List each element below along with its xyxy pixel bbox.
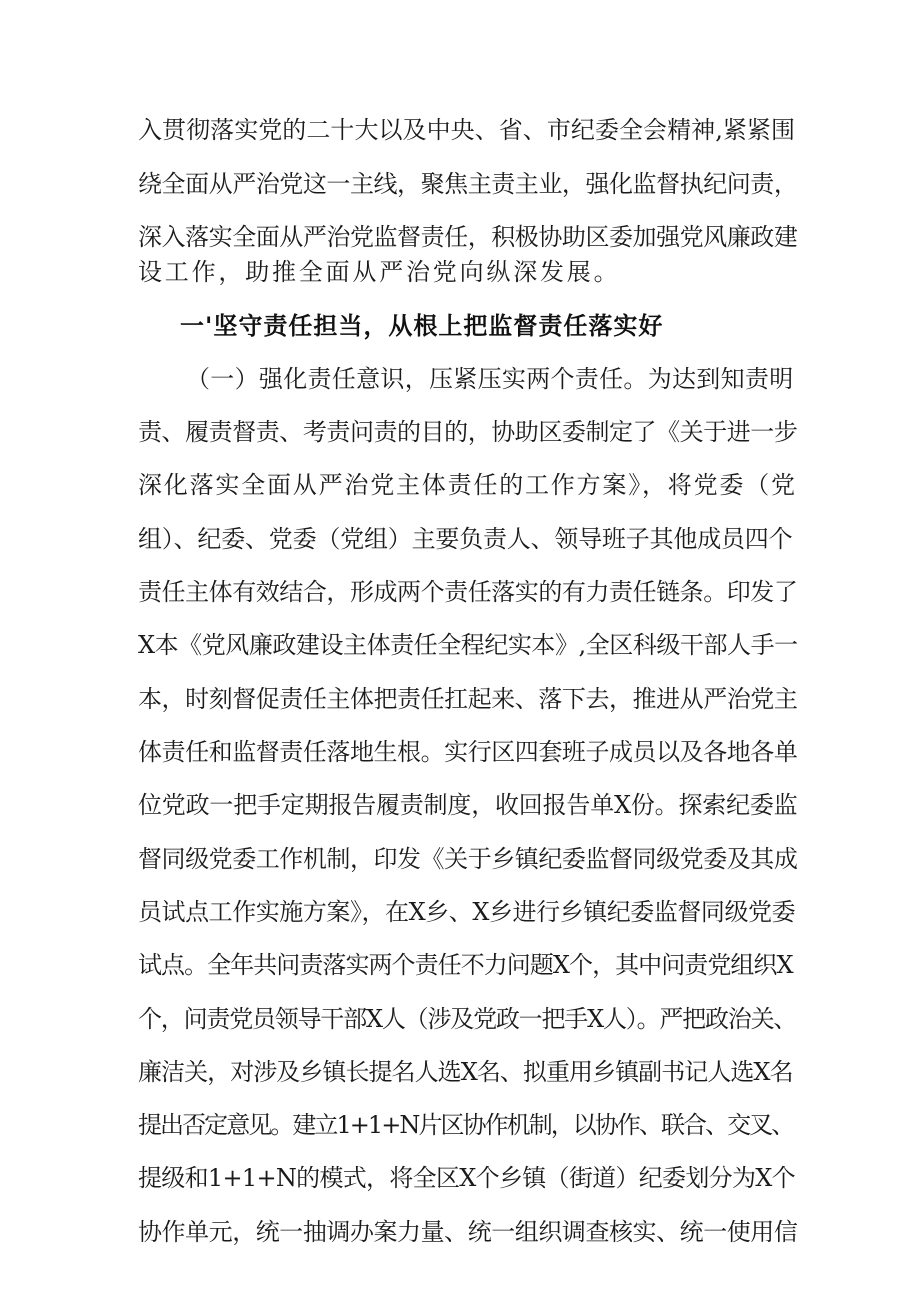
paragraph-line: 入贯彻落实党的二十大以及中央、省、市纪委全会精神,紧紧围 bbox=[138, 116, 796, 144]
paragraph-line: 设工作，助推全面从严治党向纵深发展。 bbox=[138, 258, 621, 286]
paragraph-line: 试点。全年共问责落实两个责任不力问题X个，其中问责党组织X bbox=[138, 951, 793, 979]
paragraph-line: （一）强化责任意识，压紧压实两个责任。为达到知责明 bbox=[186, 365, 794, 393]
paragraph-line: 本，时刻督促责任主体把责任扛起来、落下去，推进从严治党主 bbox=[138, 685, 798, 713]
paragraph-line: 组）、纪委、党委（党组）主要负责人、领导班子其他成员四个 bbox=[138, 525, 793, 553]
paragraph-line: 员试点工作实施方案》，在X乡、X乡进行乡镇纪委监督同级党委 bbox=[138, 898, 796, 926]
section-heading: 一'坚守责任担当，从根上把监督责任落实好 bbox=[180, 312, 664, 340]
paragraph-line: 深入落实全面从严治党监督责任，积极协助区委加强党风廉政建 bbox=[138, 223, 798, 251]
paragraph-line: 绕全面从严治党这一主线，聚焦主责主业，强化监督执纪问责， bbox=[138, 170, 798, 198]
paragraph-line: 个，问责党员领导干部X人（涉及党政一把手X人）。严把政治关、 bbox=[138, 1005, 797, 1033]
paragraph-line: X本《党风廉政建设主体责任全程纪实本》,全区科级干部人手一 bbox=[138, 631, 798, 659]
paragraph-line: 提级和1+1+N的模式，将全区X个乡镇（街道）纪委划分为X个 bbox=[138, 1164, 795, 1192]
paragraph-line: 体责任和监督责任落地生根。实行区四套班子成员以及各地各单 bbox=[138, 738, 798, 766]
paragraph-line: 廉洁关，对涉及乡镇长提名人选X名、拟重用乡镇副书记人选X名 bbox=[138, 1058, 793, 1086]
paragraph-line: 责、履责督责、考责问责的目的，协助区委制定了《关于进一步 bbox=[138, 418, 798, 446]
paragraph-line: 协作单元，统一抽调办案力量、统一组织调查核实、统一使用信 bbox=[138, 1218, 798, 1246]
paragraph-line: 督同级党委工作机制，印发《关于乡镇纪委监督同级党委及其成 bbox=[138, 845, 798, 873]
paragraph-line: 责任主体有效结合，形成两个责任落实的有力责任链条。印发了 bbox=[138, 578, 798, 606]
paragraph-line: 位党政一把手定期报告履责制度，收回报告单X份。探索纪委监 bbox=[138, 791, 798, 819]
paragraph-line: 深化落实全面从严治党主体责任的工作方案》，将党委（党 bbox=[138, 471, 797, 499]
paragraph-line: 提出否定意见。建立1+1+N片区协作机制，以协作、联合、交叉、 bbox=[138, 1111, 794, 1139]
